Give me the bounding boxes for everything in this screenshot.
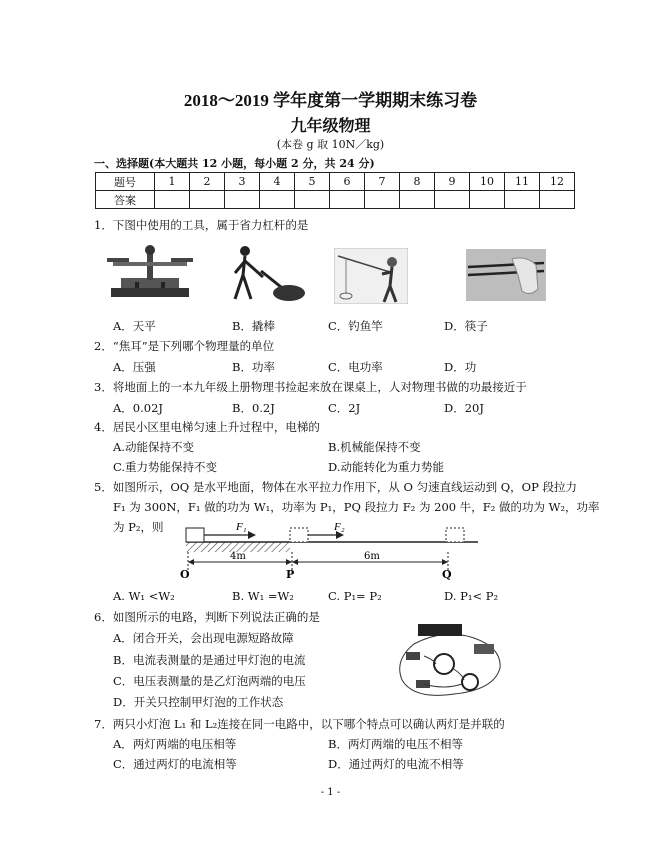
answer-cell[interactable] — [470, 191, 505, 209]
q7-option-a[interactable]: A．两灯两端的电压相等 — [113, 737, 237, 751]
q5-option-b[interactable]: B. W₁ =W₂ — [232, 589, 294, 603]
q2-option-b[interactable]: B．功率 — [232, 360, 275, 374]
q2-option-d[interactable]: D．功 — [444, 360, 477, 374]
q2-option-c[interactable]: C．电功率 — [328, 360, 383, 374]
question-1-stem: 1．下图中使用的工具，属于省力杠杆的是 — [94, 218, 309, 232]
point-q: Q — [442, 568, 452, 580]
table-header-cell: 答案 — [96, 191, 155, 209]
table-row — [96, 191, 575, 209]
block-at-o — [186, 528, 204, 542]
q4-option-b[interactable]: B.机械能保持不变 — [328, 440, 421, 454]
point-o: O — [180, 568, 190, 580]
q4-option-d[interactable]: D.动能转化为重力势能 — [328, 460, 444, 474]
q3-option-c[interactable]: C．2J — [328, 401, 361, 415]
table-cell: 2 — [190, 173, 225, 191]
q7-option-b[interactable]: B．两灯两端的电压不相等 — [328, 737, 463, 751]
arrow-f1 — [248, 531, 256, 539]
answer-cell[interactable] — [505, 191, 540, 209]
q5-option-a[interactable]: A. W₁ <W₂ — [113, 589, 175, 603]
ammeter-icon — [434, 654, 454, 674]
table-cell: 5 — [295, 173, 330, 191]
crowbar-worker-image — [225, 243, 305, 301]
q6-option-a[interactable]: A．闭合开关，会出现电源短路故障 — [113, 631, 294, 645]
exam-note: (本卷 g 取 10N／kg) — [276, 138, 385, 151]
table-cell: 8 — [400, 173, 435, 191]
q5-option-c[interactable]: C. P₁= P₂ — [328, 589, 382, 603]
distance-op: 4m — [230, 551, 246, 562]
chopsticks-image — [466, 249, 546, 301]
block-at-p — [290, 528, 308, 542]
table-cell: 4 — [260, 173, 295, 191]
q1-option-b[interactable]: B．撬棒 — [232, 319, 275, 333]
question-4-stem: 4．居民小区里电梯匀速上升过程中，电梯的 — [94, 420, 320, 434]
q7-option-d[interactable]: D．通过两灯的电流不相等 — [328, 757, 464, 771]
table-cell: 10 — [470, 173, 505, 191]
table-cell: 12 — [540, 173, 575, 191]
q3-option-d[interactable]: D．20J — [444, 401, 484, 415]
table-header-cell: 题号 — [96, 173, 155, 191]
fishing-rod-image — [334, 248, 408, 304]
q5-option-d[interactable]: D. P₁< P₂ — [444, 589, 499, 603]
question-2-stem: 2．“焦耳”是下列哪个物理量的单位 — [94, 339, 275, 353]
question-5-stem-line1: 5．如图所示，OQ 是水平地面，物体在水平拉力作用下，从 O 匀速直线运动到 Q，OP 段拉力 — [94, 480, 577, 494]
answer-cell[interactable] — [540, 191, 575, 209]
circuit-diagram — [384, 620, 514, 702]
bulb-socket-icon — [406, 652, 420, 660]
bulb-socket-icon — [416, 680, 430, 688]
table-cell: 3 — [225, 173, 260, 191]
section-heading: 一、选择题(本大题共 12 小题，每小题 2 分，共 24 分) — [94, 157, 375, 170]
answer-cell[interactable] — [365, 191, 400, 209]
q7-option-c[interactable]: C．通过两灯的电流相等 — [113, 757, 237, 771]
answer-cell[interactable] — [260, 191, 295, 209]
q4-option-a[interactable]: A.动能保持不变 — [113, 440, 194, 454]
block-at-q — [446, 528, 464, 542]
label-f2: F₂ — [334, 521, 345, 533]
point-p: P — [286, 568, 295, 580]
page-subtitle: 九年级物理 — [290, 116, 371, 135]
page-number: - 1 - — [320, 787, 341, 798]
question-6-stem: 6．如图所示的电路，判断下列说法正确的是 — [94, 610, 320, 624]
switch-icon — [474, 644, 494, 654]
answer-cell[interactable] — [435, 191, 470, 209]
voltmeter-icon — [462, 674, 478, 690]
q4-option-c[interactable]: C.重力势能保持不变 — [113, 460, 218, 474]
balance-scale-image — [107, 240, 193, 300]
distance-pq: 6m — [364, 551, 380, 562]
q1-option-d[interactable]: D．筷子 — [444, 319, 488, 333]
answer-table — [95, 172, 575, 209]
q6-option-b[interactable]: B．电流表测量的是通过甲灯泡的电流 — [113, 653, 306, 667]
question-5-stem-line2: F₁ 为 300N，F₁ 做的功为 W₁，功率为 P₁，PQ 段拉力 F₂ 为 200 牛，F₂ 做的功为 W₂，功率 — [113, 500, 600, 514]
label-f1: F₁ — [236, 521, 247, 533]
question-5-stem-line3: 为 P₂，则 — [113, 520, 164, 534]
question-7-stem: 7．两只小灯泡 L₁ 和 L₂连接在同一电路中，以下哪个特点可以确认两灯是并联的 — [94, 717, 505, 731]
table-cell: 6 — [330, 173, 365, 191]
page-title: 2018～2019 学年度第一学期期末练习卷 — [183, 91, 478, 110]
answer-cell[interactable] — [330, 191, 365, 209]
table-cell: 1 — [155, 173, 190, 191]
q1-option-a[interactable]: A．天平 — [113, 319, 156, 333]
answer-cell[interactable] — [225, 191, 260, 209]
answer-cell[interactable] — [295, 191, 330, 209]
answer-cell[interactable] — [400, 191, 435, 209]
answer-cell[interactable] — [190, 191, 225, 209]
table-cell: 11 — [505, 173, 540, 191]
q1-option-c[interactable]: C．钓鱼竿 — [328, 319, 383, 333]
q3-option-a[interactable]: A．0.02J — [113, 401, 164, 415]
table-cell: 9 — [435, 173, 470, 191]
q6-option-d[interactable]: D．开关只控制甲灯泡的工作状态 — [113, 695, 284, 709]
q6-option-c[interactable]: C．电压表测量的是乙灯泡两端的电压 — [113, 674, 306, 688]
battery-icon — [418, 624, 462, 636]
table-cell: 7 — [365, 173, 400, 191]
answer-cell[interactable] — [155, 191, 190, 209]
table-row — [96, 173, 575, 191]
force-diagram — [178, 518, 480, 580]
question-3-stem: 3．将地面上的一本九年级上册物理书捡起来放在课桌上，人对物理书做的功最接近于 — [94, 380, 527, 394]
q3-option-b[interactable]: B．0.2J — [232, 401, 275, 415]
q2-option-a[interactable]: A．压强 — [113, 360, 156, 374]
